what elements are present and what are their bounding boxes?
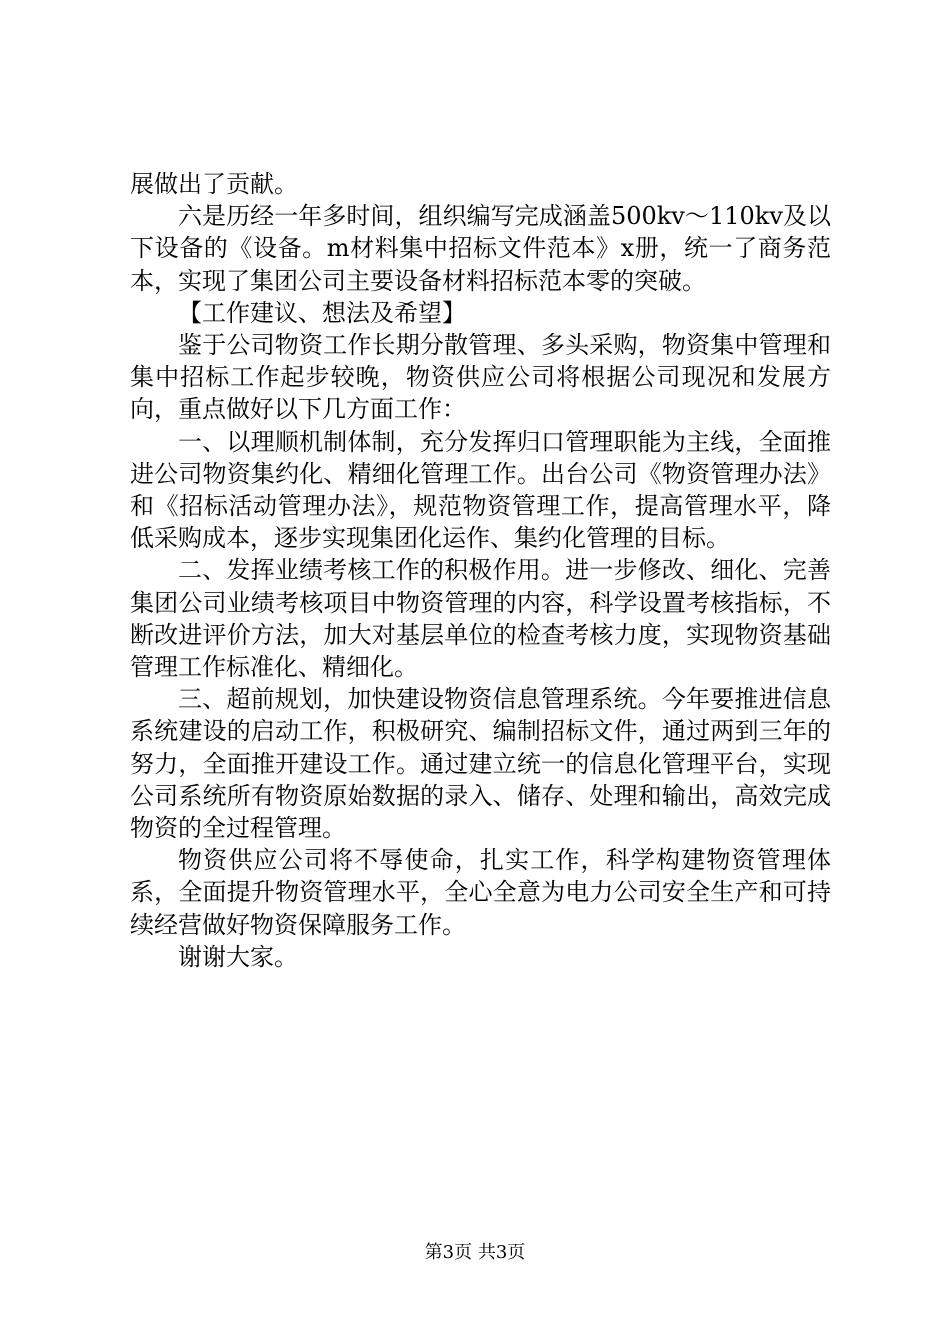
paragraph: 鉴于公司物资工作长期分散管理、多头采购，物资集中管理和集中招标工作起步较晚，物资供应公司将根据公司现况和发展方向，重点做好以下几方面工作：	[130, 331, 831, 424]
paragraph: 【工作建议、想法及希望】	[178, 298, 466, 327]
paragraph: 谢谢大家。	[178, 942, 298, 971]
paragraph: 六是历经一年多时间，组织编写完成涵盖500kv～110kv及以下设备的《设备。m材料集中招标文件范本》x册，统一了商务范本，实现了集团公司主要设备材料招标范本零的突破。	[130, 202, 831, 295]
paragraph: 一、以理顺机制体制，充分发挥归口管理职能为主线，全面推进公司物资集约化、精细化管理工作。出台公司《物资管理办法》和《招标活动管理办法》，规范物资管理工作，提高管理水平，降低采购成本，逐步实现集团化运作、集约化管理的目标。	[130, 427, 831, 553]
document-body	[130, 168, 831, 973]
paragraph: 展做出了贡献。	[130, 170, 298, 198]
page-footer	[0, 1241, 950, 1265]
paragraph: 二、发挥业绩考核工作的积极作用。进一步修改、细化、完善集团公司业绩考核项目中物资管理的内容，科学设置考核指标，不断改进评价方法，加大对基层单位的检查考核力度，实现物资基础管理工作标准化、精细化。	[130, 556, 831, 682]
paragraph: 三、超前规划，加快建设物资信息管理系统。今年要推进信息系统建设的启动工作，积极研究、编制招标文件，通过两到三年的努力，全面推开建设工作。通过建立统一的信息化管理平台，实现公司系统所有物资原始数据的录入、储存、处理和输出，高效完成物资的全过程管理。	[130, 685, 831, 843]
paragraph: 物资供应公司将不辱使命，扎实工作，科学构建物资管理体系，全面提升物资管理水平，全心全意为电力公司安全生产和可持续经营做好物资保障服务工作。	[130, 846, 831, 939]
page-number: 第3页 共3页	[424, 1242, 526, 1263]
